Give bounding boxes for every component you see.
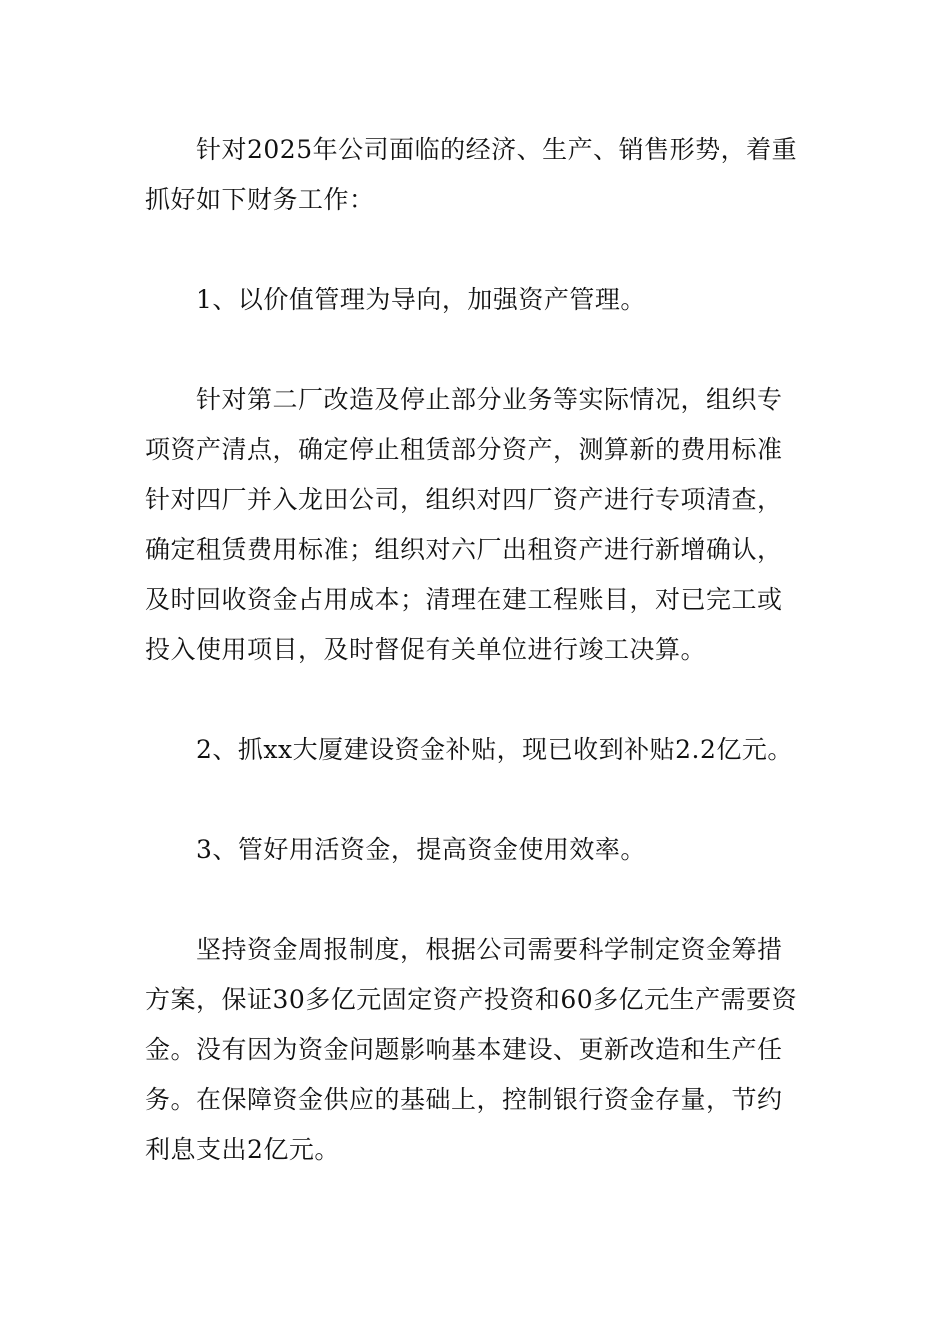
section-heading-1: 1、以价值管理为导向，加强资产管理。	[196, 285, 646, 314]
paragraph-1-line-1: 针对2025年公司面临的经济、生产、销售形势，着重	[196, 135, 798, 164]
paragraph-3-line-4: 务。在保障资金供应的基础上，控制银行资金存量，节约	[145, 1085, 783, 1114]
paragraph-3-line-3: 金。没有因为资金问题影响基本建设、更新改造和生产任	[145, 1035, 783, 1064]
paragraph-2-line-5: 及时回收资金占用成本；清理在建工程账目，对已完工或	[145, 585, 783, 614]
section-heading-2: 2、抓xx大厦建设资金补贴，现已收到补贴2.2亿元。	[196, 735, 793, 764]
paragraph-2-line-6: 投入使用项目，及时督促有关单位进行竣工决算。	[145, 635, 707, 664]
paragraph-3-line-5: 利息支出2亿元。	[145, 1135, 340, 1164]
paragraph-1-line-2: 抓好如下财务工作：	[145, 185, 375, 214]
paragraph-3-line-1: 坚持资金周报制度，根据公司需要科学制定资金筹措	[196, 935, 783, 964]
paragraph-2-line-4: 确定租赁费用标准；组织对六厂出租资产进行新增确认，	[145, 535, 783, 564]
paragraph-2-line-2: 项资产清点，确定停止租赁部分资产，测算新的费用标准	[145, 435, 783, 464]
paragraph-3-line-2: 方案，保证30多亿元固定资产投资和60多亿元生产需要资	[145, 985, 798, 1014]
paragraph-2-line-1: 针对第二厂改造及停止部分业务等实际情况，组织专	[196, 385, 783, 414]
section-heading-3: 3、管好用活资金，提高资金使用效率。	[196, 835, 646, 864]
paragraph-2-line-3: 针对四厂并入龙田公司，组织对四厂资产进行专项清查，	[145, 485, 783, 514]
